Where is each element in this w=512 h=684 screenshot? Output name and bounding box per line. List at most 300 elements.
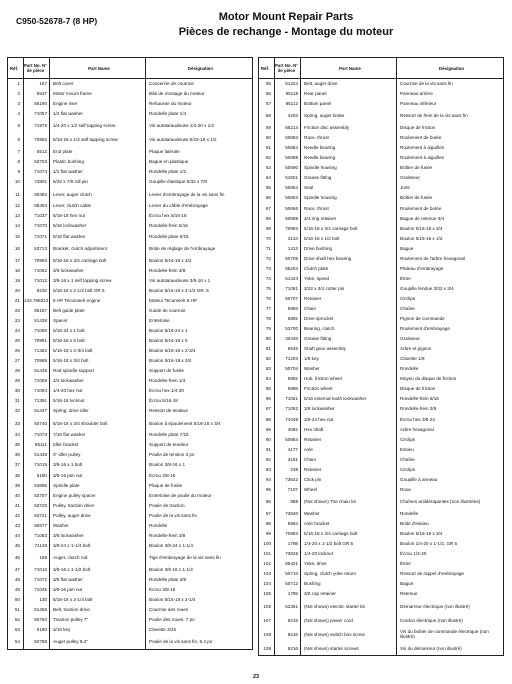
part-name-cell: Belt guide plate: [50, 306, 146, 316]
header-part-name: Part Name: [301, 58, 397, 78]
designation-cell: Écrou 3/8-16: [149, 472, 176, 478]
part-name-cell: Auger, clutch rod: [50, 551, 146, 565]
designation-cell: Roulement à aiguilles: [400, 155, 444, 161]
part-no-cell: 8216: [275, 627, 301, 641]
part-name-cell: Retainer: [301, 294, 397, 304]
ref-cell: 3: [8, 99, 24, 109]
part-name-cell: Bearing, clutch: [301, 324, 397, 334]
part-no-cell: 167: [24, 79, 50, 89]
designation-cell: Guide de courroie: [149, 307, 186, 313]
part-no-cell: 85492: [24, 187, 50, 201]
designation-cell: Pignon de commande: [400, 316, 445, 322]
table-row: [8, 276, 252, 286]
ref-cell: 50: [8, 595, 24, 605]
part-no-cell: 85112: [275, 99, 301, 109]
ref-cell: 48: [8, 575, 24, 585]
table-row: [259, 173, 503, 183]
designation-cell: Boîtier de fusée: [400, 165, 433, 171]
ref-cell: 42: [8, 511, 24, 521]
designation-cell: Roulement de butée: [400, 205, 442, 211]
table-row: [259, 435, 503, 445]
designation-cell: Boulon 5/16-18 x 3/4: [149, 358, 192, 364]
part-no-cell: 51224: [275, 79, 301, 89]
table-row: [8, 316, 252, 326]
designation-cell: Graisseur: [400, 336, 420, 342]
table-row: [8, 541, 252, 551]
part-name-cell: 5/16-18 x 5 bolt: [50, 336, 146, 346]
ref-cell: 107: [259, 613, 275, 627]
table-row: [8, 471, 252, 481]
part-name-cell: 3/8 flat washer: [50, 575, 146, 585]
designation-cell: Boulon 1/4-20 x 1-1/2, GR 5: [400, 541, 458, 547]
table-row: [8, 336, 252, 346]
part-name-cell: Click pin: [301, 475, 397, 485]
ref-cell: 39: [8, 481, 24, 491]
designation-cell: Vis autotaraudeuse 5/16-18 x 1/2: [149, 137, 217, 143]
table-row: [259, 234, 503, 244]
part-name-cell: Seal: [301, 183, 397, 193]
part-name-cell: Grease fitting: [301, 173, 397, 183]
ref-cell: 68: [259, 214, 275, 224]
designation-cell: Goupille à anneau: [400, 476, 438, 482]
table-row: [259, 495, 503, 509]
part-no-cell: 70985: [24, 356, 50, 366]
table-row: [8, 481, 252, 491]
ref-cell: 1: [8, 79, 24, 89]
part-name-cell: 1/4-20 hex nut: [50, 386, 146, 396]
designation-cell: Vis du démarreur (non illustré): [400, 645, 462, 651]
part-name-cell: (Not shown) switch box screw: [301, 627, 397, 641]
ref-cell: 71: [259, 244, 275, 254]
part-name-cell: (Not shown) starter screws: [301, 641, 397, 655]
designation-cell: Support de fusée: [149, 368, 184, 374]
ref-cell: 78: [259, 314, 275, 324]
part-name-cell: Lever, auger clutch: [50, 187, 146, 201]
designation-cell: Démarreur électrique (non illustré): [400, 603, 470, 609]
table-row: [259, 304, 503, 314]
ref-cell: 101: [259, 549, 275, 559]
part-no-cell: 52351: [275, 599, 301, 613]
part-no-cell: 85494: [24, 201, 50, 211]
part-no-cell: 988: [275, 495, 301, 509]
part-no-cell: 51438: [24, 316, 50, 326]
designation-cell: Rondelle plate 5/16: [149, 233, 189, 239]
part-name-cell: Spindle housing: [301, 193, 397, 203]
header-part-no: Part No. N° de pièce: [24, 58, 50, 78]
ref-cell: 96: [259, 495, 275, 509]
table-row: [259, 99, 503, 109]
designation-cell: Écrou hex 5/16-18: [149, 213, 187, 219]
part-no-cell: 51444: [275, 274, 301, 284]
table-row: [259, 79, 503, 89]
designation-cell: Moteur Tecumseh 8 HP: [149, 297, 197, 303]
ref-cell: 83: [259, 364, 275, 374]
part-no-cell: 5190: [24, 625, 50, 635]
part-name-cell: Belt cover: [50, 79, 146, 89]
part-name-cell: Yoke, speed: [301, 274, 397, 284]
part-name-cell: Retainer: [301, 465, 397, 475]
table-row: [8, 356, 252, 366]
designation-cell: Vis du boîtier de commande électrique (non illustré): [400, 628, 489, 640]
part-no-cell: 71362: [24, 346, 50, 356]
table-row: [259, 224, 503, 234]
table-row: [8, 450, 252, 460]
part-name-cell: 3/8-24 hex nut: [301, 415, 397, 425]
designation-cell: Joint: [400, 185, 410, 191]
part-no-cell: 1795: [275, 589, 301, 599]
ref-cell: 45: [8, 541, 24, 551]
table-row: [259, 613, 503, 627]
part-name-cell: 1/4-20 x 1-1/2 bolt GR 5: [301, 539, 397, 549]
table-row: [259, 364, 503, 374]
part-no-cell: 71048: [275, 415, 301, 425]
part-name-cell: 3/32 x 3/4 cotter pin: [301, 284, 397, 294]
part-no-cell: 71203: [275, 354, 301, 364]
table-row: [8, 177, 252, 187]
part-name-cell: 5/16-18 x 2-3/4 bolt: [50, 346, 146, 356]
designation-cell: Roulement d'embrayage: [400, 326, 450, 332]
part-no-cell: 53700: [275, 324, 301, 334]
part-name-cell: 5/16-18 x 2-1/4 bolt: [50, 595, 146, 605]
part-no-cell: 50653: [275, 193, 301, 203]
ref-cell: 53: [8, 625, 24, 635]
part-name-cell: Drive bushing: [301, 244, 397, 254]
table-row: [259, 143, 503, 153]
part-no-cell: 50710: [275, 569, 301, 579]
table-row: [259, 163, 503, 173]
designation-cell: Roulement de l'arbre hexagonal: [400, 255, 465, 261]
part-name-cell: Auger pulley 8.4": [50, 635, 146, 649]
part-no-cell: 50712: [275, 579, 301, 589]
table-row: [259, 404, 503, 414]
table-row: [8, 211, 252, 221]
table-row: [8, 286, 252, 296]
designation-cell: Rondelle plate 3/8: [149, 576, 187, 582]
designation-cell: Bague de retenue 3/4: [400, 215, 445, 221]
part-name-cell: Bottom panel: [301, 99, 397, 109]
designation-cell: Disque de friction: [400, 386, 436, 392]
ref-cell: 98: [259, 519, 275, 529]
table-row: [259, 509, 503, 519]
part-no-cell: 6898: [275, 384, 301, 394]
part-no-cell: 71070: [24, 221, 50, 231]
part-name-cell: Traction pulley 7": [50, 615, 146, 625]
part-name-cell: Chain: [301, 455, 397, 465]
table-row: [8, 157, 252, 167]
part-no-cell: 4203: [275, 109, 301, 123]
ref-cell: 41: [8, 501, 24, 511]
part-name-cell: Needle bearing: [301, 143, 397, 153]
table-row: [259, 109, 503, 123]
part-no-cell: 73642: [275, 475, 301, 485]
part-name-cell: 5/16-18 locknut: [50, 396, 146, 406]
ref-cell: 27: [8, 356, 24, 366]
part-no-cell: 71080: [24, 326, 50, 336]
part-no-cell: 53713: [24, 242, 50, 256]
ref-cell: 93: [259, 465, 275, 475]
table-row: [8, 531, 252, 541]
table-row: [259, 183, 503, 193]
designation-cell: Poulie des roues, 7 po: [149, 617, 195, 623]
designation-cell: Ressort de rappel d'embrayage: [400, 571, 464, 577]
parts-table-left: [7, 57, 253, 650]
table-row: [259, 549, 503, 559]
part-name-cell: Rear panel: [301, 89, 397, 99]
designation-cell: Boulon 5/16-18 x 3/4: [400, 225, 443, 231]
table-row: [8, 119, 252, 133]
part-no-cell: 73840: [275, 509, 301, 519]
ref-cell: 105: [259, 589, 275, 599]
designation-cell: Boulon 3/8-16 x 1-1/2: [149, 566, 193, 572]
part-name-cell: Hub, friction wheel: [301, 374, 397, 384]
part-no-cell: 3134: [275, 234, 301, 244]
part-no-cell: 71061: [275, 394, 301, 404]
ref-cell: 5: [8, 119, 24, 133]
ref-cell: 19: [8, 276, 24, 286]
part-name-cell: 3/8 lockwasher: [50, 266, 146, 276]
part-no-cell: 70993: [24, 256, 50, 266]
ref-cell: 82: [259, 354, 275, 364]
table-row: [8, 187, 252, 201]
designation-cell: Bride d'essieu: [400, 520, 429, 526]
ref-cell: 44: [8, 531, 24, 541]
part-no-cell: 8230: [24, 286, 50, 296]
table-row: [8, 595, 252, 605]
table-row: [8, 306, 252, 316]
part-name-cell: Chain: [301, 304, 397, 314]
part-no-cell: 71071: [24, 232, 50, 242]
part-no-cell: 85421: [275, 559, 301, 569]
ref-cell: 94: [259, 475, 275, 485]
designation-cell: Écrou 1/4-20: [400, 551, 427, 557]
ref-cell: 74: [259, 274, 275, 284]
part-no-cell: 6549: [275, 344, 301, 354]
part-no-cell: 53707: [24, 491, 50, 501]
ref-cell: 61: [259, 143, 275, 153]
ref-cell: 29: [8, 376, 24, 386]
part-name-cell: 3/8-16 x 1-1/2 bolt: [50, 565, 146, 575]
designation-cell: Plaque de fusée: [149, 482, 183, 488]
part-name-cell: 1/4 lockwasher: [50, 376, 146, 386]
part-no-cell: 51458: [24, 605, 50, 615]
designation-cell: Bague: [400, 581, 414, 587]
ref-cell: 20: [8, 286, 24, 296]
table-row: [259, 89, 503, 99]
part-no-cell: 143.786012: [24, 296, 50, 306]
designation-cell: Ressort de tendeur: [149, 408, 189, 414]
table-row: [8, 635, 252, 649]
part-no-cell: 5893: [275, 304, 301, 314]
part-no-cell: 71059: [24, 376, 50, 386]
designation-cell: Poulie de la vis sans fin: [149, 512, 198, 518]
part-name-cell: 5/32 x 7/8 roll pin: [50, 177, 146, 187]
ref-cell: 49: [8, 585, 24, 595]
designation-cell: Rondelle plate 1/4: [149, 111, 187, 117]
part-no-cell: 5537: [24, 89, 50, 99]
designation-cell: Retenue: [400, 591, 418, 597]
ref-cell: 17: [8, 256, 24, 266]
designation-cell: Couvercle de courroie: [149, 81, 194, 86]
part-no-cell: 71045: [24, 585, 50, 595]
designation-cell: Boulon 5/16-18 x 2-1/2 GR. 5: [149, 287, 209, 293]
part-no-cell: 71037: [24, 211, 50, 221]
part-no-cell: 50689: [275, 153, 301, 163]
ref-cell: 109: [259, 641, 275, 655]
table-row: [259, 384, 503, 394]
table-row: [8, 501, 252, 511]
part-name-cell: Race, thrust: [301, 204, 397, 214]
part-no-cell: 50668: [275, 214, 301, 224]
table-row: [259, 445, 503, 455]
part-name-cell: Rod spindle support: [50, 366, 146, 376]
ref-cell: 104: [259, 579, 275, 589]
ref-cell: 2: [8, 89, 24, 99]
part-name-cell: Pulley, traction drive: [50, 501, 146, 511]
table-row: [8, 396, 252, 406]
part-name-cell: Friction wheel: [301, 384, 397, 394]
part-no-cell: 5190: [24, 471, 50, 481]
part-no-cell: 50740: [24, 416, 50, 430]
designation-cell: Courroie des roues: [149, 607, 189, 613]
part-no-cell: 4177: [275, 445, 301, 455]
designation-cell: Goupille élastique 5/32 x 7/8: [149, 179, 207, 185]
table-row: [259, 314, 503, 324]
part-no-cell: 239: [275, 465, 301, 475]
table-body: [8, 79, 252, 649]
table-row: [259, 455, 503, 465]
part-no-cell: 5892: [275, 314, 301, 324]
part-name-cell: Drive shaft hex bearing: [301, 254, 397, 264]
designation-cell: Boulon 5/16-18 x 3/4: [400, 530, 443, 536]
designation-cell: Poulie de traction: [149, 502, 185, 508]
ref-cell: 89: [259, 425, 275, 435]
ref-cell: 43: [8, 521, 24, 531]
ref-cell: 55: [259, 79, 275, 89]
part-no-cell: 50690: [275, 163, 301, 173]
part-no-cell: 51448: [24, 450, 50, 460]
table-row: [259, 214, 503, 224]
table-row: [259, 324, 503, 334]
designation-cell: Boulon 3/8-16 x 1: [149, 462, 186, 468]
part-name-cell: Race, thrust: [301, 133, 397, 143]
part-name-cell: Lever, clutch cable: [50, 201, 146, 211]
part-no-cell: 53703: [24, 157, 50, 167]
part-no-cell: 71391: [24, 396, 50, 406]
table-row: [8, 79, 252, 89]
ref-cell: 76: [259, 294, 275, 304]
designation-cell: Boîtier de fusée: [400, 195, 433, 201]
part-name-cell: 1/4 flat washer: [50, 109, 146, 119]
part-no-cell: 71057: [24, 109, 50, 119]
ref-cell: 52: [8, 615, 24, 625]
table-row: [8, 625, 252, 635]
part-no-cell: 70982: [24, 133, 50, 147]
table-row: [259, 415, 503, 425]
designation-cell: Boulon 5/16-18 x 5: [149, 337, 188, 343]
ref-cell: 79: [259, 324, 275, 334]
part-name-cell: 7/16 flat washer: [50, 430, 146, 440]
header-ref: Réf.: [8, 58, 24, 78]
table-row: [259, 579, 503, 589]
ref-cell: 22: [8, 306, 24, 316]
ref-cell: 97: [259, 509, 275, 519]
table-row: [8, 89, 252, 99]
ref-cell: 102: [259, 559, 275, 569]
designation-cell: Rondelle: [149, 522, 168, 528]
table-row: [259, 284, 503, 294]
table-row: [8, 575, 252, 585]
ref-cell: 92: [259, 455, 275, 465]
table-row: [259, 475, 503, 485]
ref-cell: 65: [259, 183, 275, 193]
designation-cell: Support de tendeur: [149, 442, 189, 448]
designation-cell: Rondelle-frein 3/8: [149, 532, 186, 538]
table-row: [259, 374, 503, 384]
part-no-cell: 70993: [275, 529, 301, 539]
part-no-cell: 130: [24, 595, 50, 605]
part-no-cell: 70991: [24, 336, 50, 346]
part-no-cell: 73628: [275, 549, 301, 559]
part-name-cell: 3/8-16 jam nut: [50, 471, 146, 481]
designation-cell: Boulon à épaulement 5/16-18 x 3/4: [149, 420, 221, 426]
ref-cell: 47: [8, 565, 24, 575]
part-no-cell: 71012: [24, 276, 50, 286]
part-name-cell: Hex shaft: [301, 425, 397, 435]
table-row: [8, 521, 252, 531]
designation-cell: Courroie de la vis sans fin: [400, 81, 453, 86]
part-no-cell: 7107: [275, 485, 301, 495]
designation-cell: Cordon électrique (non illustré): [400, 617, 463, 623]
part-name-cell: 5/16-18 x 3/4 bolt: [50, 356, 146, 366]
ref-cell: 58: [259, 109, 275, 123]
part-name-cell: Friction disc assembly: [301, 123, 397, 133]
part-no-cell: 71063: [24, 531, 50, 541]
ref-cell: 62: [259, 153, 275, 163]
ref-cell: 60: [259, 133, 275, 143]
designation-cell: Disque de friction: [400, 125, 436, 131]
part-name-cell: Spacer: [50, 316, 146, 326]
table-row: [8, 416, 252, 430]
designation-cell: Rondelle: [400, 510, 419, 516]
part-no-cell: 8219: [275, 613, 301, 627]
ref-cell: 14: [8, 221, 24, 231]
designation-cell: Chaîne: [400, 305, 415, 311]
ref-cell: 87: [259, 404, 275, 414]
designation-cell: Étrier: [400, 561, 411, 567]
ref-cell: 46: [8, 551, 24, 565]
page-title-english: Motor Mount Repair Parts: [218, 11, 354, 23]
part-name-cell: End plate: [50, 147, 146, 157]
table-row: [259, 627, 503, 641]
designation-cell: Poulie de tension 3 po: [149, 452, 195, 458]
table-row: [259, 274, 503, 284]
part-no-cell: 50684: [275, 143, 301, 153]
header-part-no: Part No. N° de pièce: [275, 58, 301, 78]
designation-cell: Bague: [400, 245, 414, 251]
designation-cell: Roulement à aiguilles: [400, 145, 444, 151]
part-no-cell: 3181: [275, 455, 301, 465]
table-row: [259, 264, 503, 274]
ref-cell: 37: [8, 460, 24, 470]
part-no-cell: 53720: [24, 501, 50, 511]
ref-cell: 72: [259, 254, 275, 264]
table-row: [8, 565, 252, 575]
part-no-cell: 5954: [275, 519, 301, 529]
ref-cell: 13: [8, 211, 24, 221]
ref-cell: 36: [8, 450, 24, 460]
designation-cell: Arbre et pignon: [400, 346, 432, 352]
part-name-cell: Pulley, auger drive: [50, 511, 146, 521]
